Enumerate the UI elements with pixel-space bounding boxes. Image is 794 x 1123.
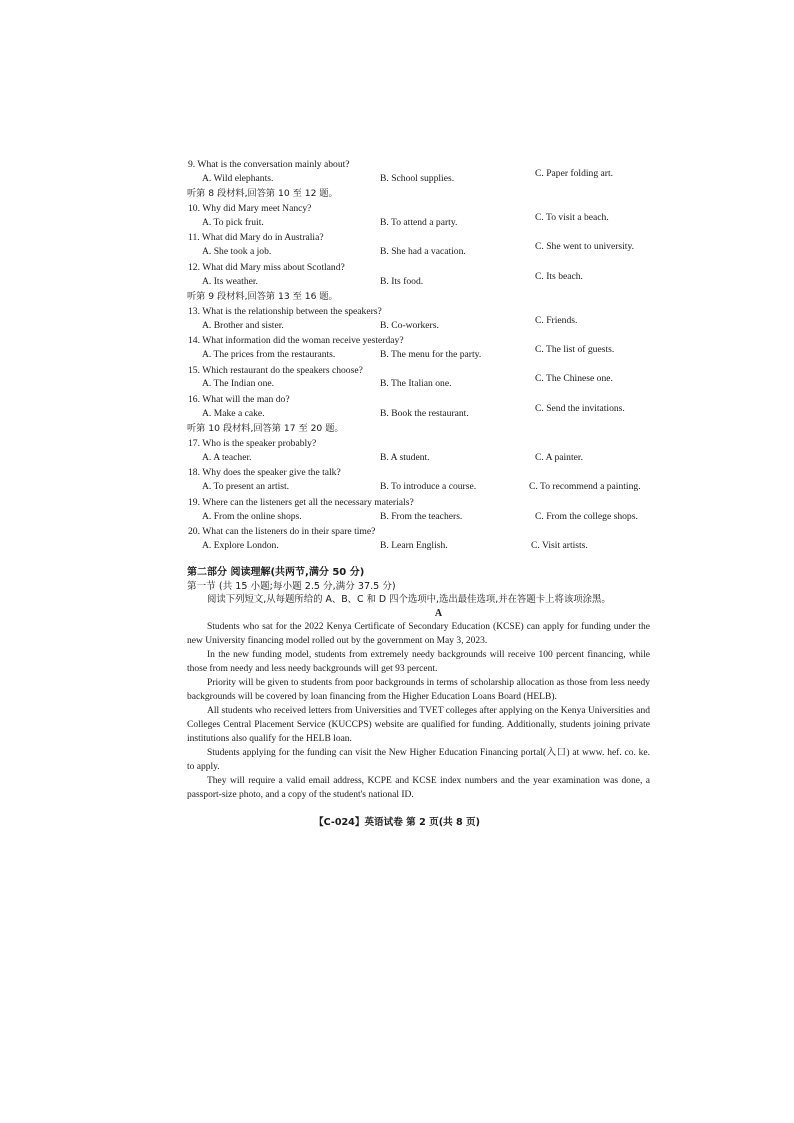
option-c: C. From the college shops. <box>535 510 638 522</box>
option-a: A. Explore London. <box>202 539 279 551</box>
part-two-title: 第二部分 阅读理解(共两节,满分 50 分) <box>187 567 365 578</box>
question-15-stem: 15. Which restaurant do the speakers choose? <box>188 364 363 376</box>
question-16-stem: 16. What will the man do? <box>188 394 290 405</box>
option-a: A. Wild elephants. <box>202 172 274 184</box>
option-a: A. To present an artist. <box>202 481 290 493</box>
option-b: B. School supplies. <box>380 172 455 184</box>
section-10-instruction: 听第 10 段材料,回答第 17 至 20 题。 <box>187 423 344 435</box>
section-9-instruction: 听第 9 段材料,回答第 13 至 16 题。 <box>187 291 338 303</box>
section-one-title: 第一节 (共 15 小题;每小题 2.5 分,满分 37.5 分) <box>187 581 396 592</box>
option-a: A. She took a job. <box>202 246 272 258</box>
option-a: A. A teacher. <box>202 451 252 463</box>
question-12-options <box>187 270 667 291</box>
question-11-stem: 11. What did Mary do in Australia? <box>188 232 324 244</box>
option-b: B. To introduce a course. <box>380 481 477 493</box>
question-17-options <box>187 452 667 467</box>
option-b: B. The Italian one. <box>380 378 452 390</box>
passage-paragraph: Students applying for the funding can visit the New Higher Education Financing portal(入口) at www. hef. co. ke. to apply. <box>187 748 650 772</box>
option-a: A. To pick fruit. <box>202 216 264 228</box>
passage-paragraph: Students who sat for the 2022 Kenya Certificate of Secondary Education (KCSE) can apply for funding under the new University financing model rolled out by the government on May 3, 2023. <box>187 622 650 646</box>
option-b: B. She had a vacation. <box>380 246 466 258</box>
option-a: A. Brother and sister. <box>202 319 284 331</box>
option-a: A. Make a cake. <box>202 407 265 419</box>
passage-paragraph: All students who received letters from Universities and TVET colleges after applying on the Kenya Universities and Colleges Central Placement Service (KUCCPS) website are qualified for funding. Additionally, students joining private institutions also qualify for the HELB loan. <box>187 706 650 744</box>
question-20-options <box>187 540 667 555</box>
option-c: C. To visit a beach. <box>535 211 609 223</box>
option-b: B. Its food. <box>380 275 424 287</box>
reading-instruction: 阅读下列短文,从每题所给的 A、B、C 和 D 四个选项中,选出最佳选项,并在答题卡上将该项涂黑。 <box>207 594 611 605</box>
option-c: C. She went to university. <box>535 241 635 253</box>
option-b: B. Book the restaurant. <box>380 407 469 419</box>
question-14-stem: 14. What information did the woman receive yesterday? <box>188 335 404 347</box>
question-19-options <box>187 511 667 526</box>
question-18-options <box>187 481 667 496</box>
passage-paragraph: Priority will be given to students from poor backgrounds in terms of scholarship allocation as those from less needy backgrounds will be covered by loan financing from the Higher Education Loans Board (HELB). <box>187 678 650 702</box>
option-b: B. Learn English. <box>380 539 448 551</box>
option-b: B. To attend a party. <box>380 216 458 228</box>
option-c: C. The list of guests. <box>535 343 615 355</box>
question-17-stem: 17. Who is the speaker probably? <box>188 438 317 450</box>
question-16-options <box>187 402 667 423</box>
passage-paragraph: In the new funding model, students from extremely needy backgrounds will receive 100 percent financing, while those from needy and less needy backgrounds will get 93 percent. <box>187 650 650 674</box>
option-c: C. Paper folding art. <box>535 167 614 179</box>
page-footer: 【C-024】英语试卷 第 2 页(共 8 页) <box>313 817 481 828</box>
option-a: A. The Indian one. <box>202 378 275 390</box>
question-20-stem: 20. What can the listeners do in their spare time? <box>188 526 376 538</box>
option-a: A. The prices from the restaurants. <box>202 348 336 360</box>
question-11-options <box>187 241 667 261</box>
question-13-stem: 13. What is the relationship between the speakers? <box>188 305 382 317</box>
question-12-stem: 12. What did Mary miss about Scotland? <box>188 261 345 273</box>
question-9-stem: 9. What is the conversation mainly about? <box>188 159 350 170</box>
question-14-options <box>187 343 667 364</box>
option-c: C. Send the invitations. <box>535 402 625 414</box>
question-13-options <box>187 314 667 335</box>
option-a: A. From the online shops. <box>202 510 302 522</box>
option-c: C. Friends. <box>535 314 578 326</box>
option-c: C. A painter. <box>535 451 583 463</box>
option-b: B. Co-workers. <box>380 319 439 331</box>
option-b: B. The menu for the party. <box>380 348 482 360</box>
section-8-instruction: 听第 8 段材料,回答第 10 至 12 题。 <box>187 188 338 200</box>
reading-section <box>187 566 650 802</box>
question-15-options <box>187 373 667 393</box>
question-10-options <box>187 211 667 232</box>
option-b: B. A student. <box>380 451 430 463</box>
option-c: C. Its beach. <box>535 270 583 282</box>
question-10-stem: 10. Why did Mary meet Nancy? <box>188 203 312 215</box>
listening-section <box>187 158 667 555</box>
passage-letter: A <box>434 608 443 619</box>
option-c: C. To recommend a painting. <box>529 481 641 493</box>
passage-paragraph: They will require a valid email address, KCPE and KCSE index numbers and the year examination was done, a passport-size photo, and a copy of the student's national ID. <box>187 776 650 800</box>
option-c: C. The Chinese one. <box>535 373 613 385</box>
option-a: A. Its weather. <box>202 275 258 287</box>
question-18-stem: 18. Why does the speaker give the talk? <box>188 467 341 479</box>
option-b: B. From the teachers. <box>380 510 463 522</box>
option-c: C. Visit artists. <box>531 539 588 551</box>
question-9-options <box>187 167 667 188</box>
question-19-stem: 19. Where can the listeners get all the necessary materials? <box>188 496 414 508</box>
